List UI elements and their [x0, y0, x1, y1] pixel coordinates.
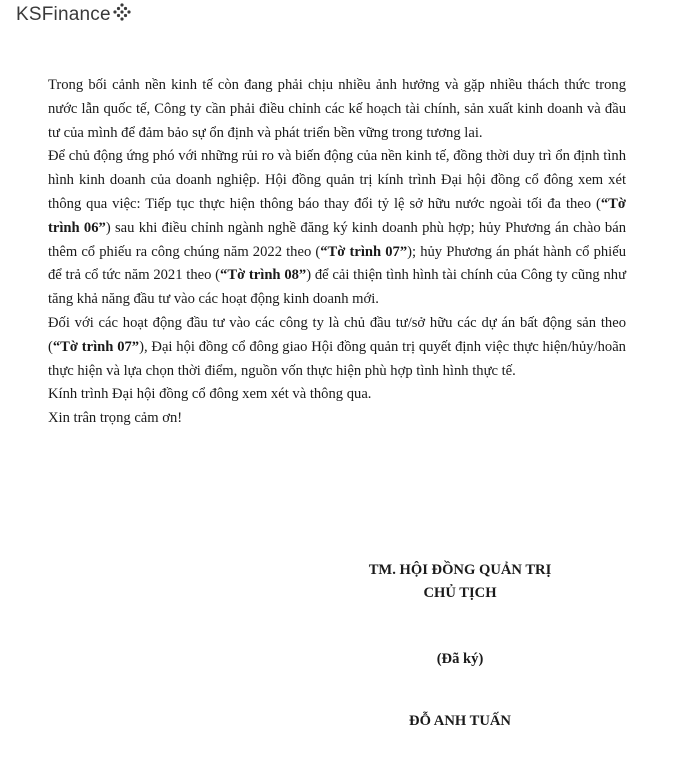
signatory-name: ĐỖ ANH TUẤN: [409, 713, 511, 729]
signature-title: TM. HỘI ĐỒNG QUẢN TRỊ: [368, 562, 552, 578]
signature-signed: (Đã ký): [436, 651, 484, 667]
paragraph-context: Trong bối cảnh nền kinh tế còn đang phải chịu nhiều ảnh hưởng và gặp nhiều thách thức trong nước lẫn quốc tế, Công ty cần phải điều chỉnh các kế hoạch tài chính, sản xuất kinh doanh và đầu tư của mình để đảm bảo sự ổn định và phát triển bền vững trong tương lai.: [48, 77, 626, 141]
paragraph-proposal: Để chủ động ứng phó với những rủi ro và biến động của nền kinh tế, đồng thời duy trì ổn định tình hình kinh doanh của doanh nghiệp. Hội đồng quản trị kính trình Đại hội đồng cổ đông xem xét thông qua việc: Tiếp tục thực hiện thông báo thay đổi tỷ lệ sở hữu nước ngoài tối đa theo (“Tờ trình 06”) sau khi điều chỉnh ngành nghề đăng ký kinh doanh phù hợp; hủy Phương án chào bán thêm cổ phiếu ra công chúng năm 2022 theo (“Tờ trình 07”); hủy Phương án phát hành cổ phiếu để trả cổ tức năm 2021 theo (“Tờ trình 08”) để cải thiện tình hình tài chính của Công ty cũng như tăng khả năng đầu tư vào các hoạt động kinh doanh mới.: [48, 148, 626, 308]
company-logo: [16, 4, 131, 26]
logo-text: KSFinance: [16, 4, 111, 25]
document-body: [48, 74, 626, 431]
diamond-dots-icon: [113, 3, 131, 21]
paragraph-investment: Đối với các hoạt động đầu tư vào các công ty là chủ đầu tư/sở hữu các dự án bất động sản theo (“Tờ trình 07”), Đại hội đồng cổ đông giao Hội đồng quản trị quyết định việc thực hiện/hủy/hoãn thực hiện và lựa chọn thời điểm, nguồn vốn thực hiện phù hợp tình hình thực tế.: [48, 314, 626, 379]
ref-to-trinh-07-second: “Tờ trình 07”: [52, 338, 140, 355]
paragraph-request: Kính trình Đại hội đồng cổ đông xem xét và thông qua.: [48, 386, 372, 403]
ref-to-trinh-06: “Tờ trình 06”: [48, 195, 626, 236]
ref-to-trinh-08: “Tờ trình 08”: [220, 267, 307, 284]
signature-role: CHỦ TỊCH: [423, 585, 497, 601]
paragraph-thanks: Xin trân trọng cảm ơn!: [48, 410, 183, 427]
ref-to-trinh-07: “Tờ trình 07”: [320, 243, 408, 260]
